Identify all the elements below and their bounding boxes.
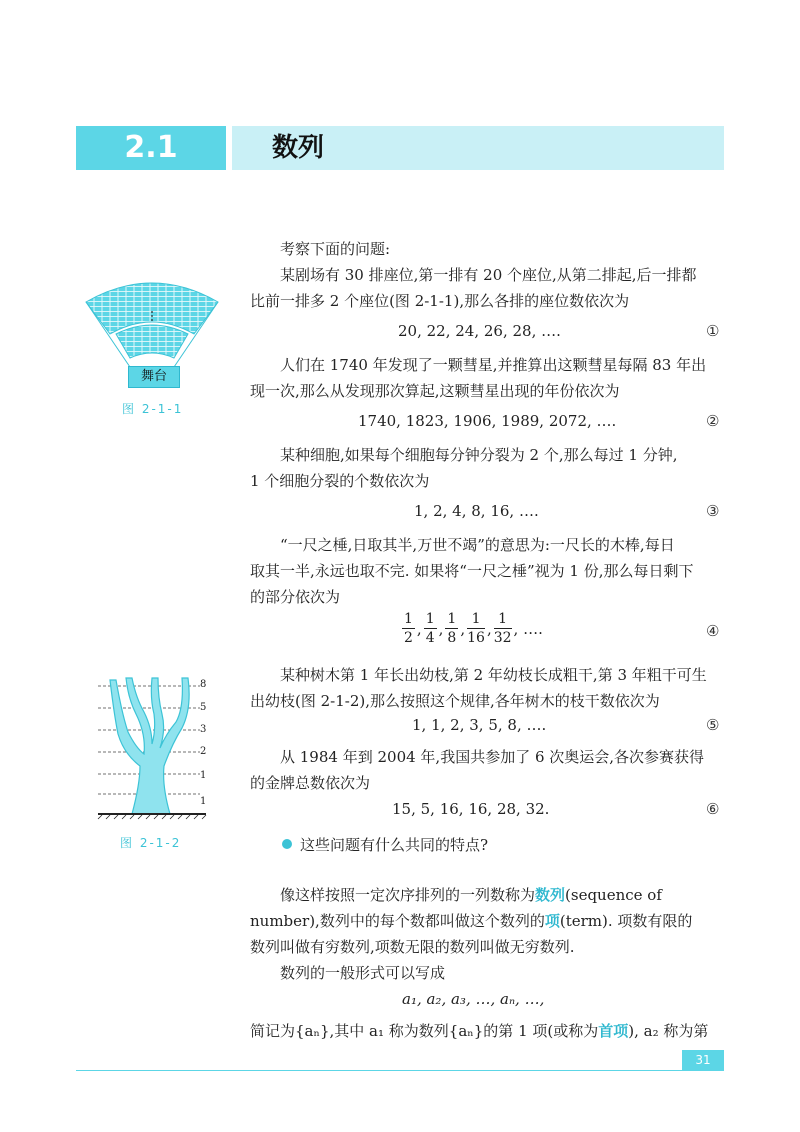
equation-number: ⑤ xyxy=(706,716,720,734)
definition-line: number),数列中的每个数都叫做这个数列的项(term). 项数有限的 xyxy=(250,912,693,930)
paragraph-text: 数列的一般形式可以写成 xyxy=(280,964,446,982)
paragraph-text: 某种细胞,如果每个细胞每分钟分裂为 2 个,那么每过 1 分钟, xyxy=(280,446,678,464)
paragraph-text: 某种树木第 1 年长出幼枝,第 2 年幼枝长成粗干,第 3 年粗干可生 xyxy=(280,666,707,684)
paragraph-text: 现一次,那么从发现那次算起,这颗彗星出现的年份依次为 xyxy=(250,382,620,400)
paragraph-text: 从 1984 年到 2004 年,我国共参加了 6 次奥运会,各次参赛获得 xyxy=(280,748,705,766)
sequence-formula: 20, 22, 24, 26, 28, …. xyxy=(398,322,561,340)
sequence-formula: 1, 1, 2, 3, 5, 8, …. xyxy=(412,716,547,734)
footer-rule xyxy=(76,1070,724,1071)
intro-text: 考察下面的问题: xyxy=(280,240,391,258)
tree-level-label: 8 xyxy=(200,679,207,690)
paragraph-text: 的金牌总数依次为 xyxy=(250,774,371,792)
sequence-tail: , …. xyxy=(513,619,543,638)
sequence-formula: 15, 5, 16, 16, 28, 32. xyxy=(392,800,550,818)
tree-level-label: 1 xyxy=(200,770,207,781)
general-form-formula: a₁, a₂, a₃, …, aₙ, …, xyxy=(402,990,545,1008)
equation-number: ④ xyxy=(706,622,720,640)
paragraph-text: 比前一排多 2 个座位(图 2-1-1),那么各排的座位数依次为 xyxy=(250,292,630,310)
paragraph-text: 的部分依次为 xyxy=(250,588,341,606)
section-title: 数列 xyxy=(272,133,325,163)
stage-label: 舞台 xyxy=(128,366,180,388)
page-number: 31 xyxy=(682,1050,724,1070)
paragraph-text: 出幼枝(图 2-1-2),那么按照这个规律,各年树木的枝干数依次为 xyxy=(250,692,660,710)
fraction: $\frac{1}{4}$ xyxy=(425,611,435,646)
sequence-formula: 1, 2, 4, 8, 16, …. xyxy=(414,502,539,520)
section-number: 2.1 xyxy=(76,126,226,170)
tree-level-label: 2 xyxy=(200,746,207,757)
fraction: $\frac{1}{2}$ xyxy=(404,611,413,646)
equation-number: ① xyxy=(706,322,720,340)
equation-number: ⑥ xyxy=(706,800,720,818)
paragraph-text: 简记为{aₙ},其中 a₁ 称为数列{aₙ}的第 1 项(或称为首项), a₂ 称为第 xyxy=(250,1022,709,1040)
equation-number: ② xyxy=(706,412,720,430)
tree-level-label: 5 xyxy=(200,702,207,713)
definition-line: 数列叫做有穷数列,项数无限的数列叫做无穷数列. xyxy=(250,938,575,956)
fraction: $\frac{1}{16}$ xyxy=(467,611,485,646)
term-highlight: 数列 xyxy=(535,886,566,904)
term-highlight: 首项 xyxy=(598,1022,629,1040)
paragraph-text: “一尺之棰,日取其半,万世不竭”的意思为:一尺长的木棒,每日 xyxy=(280,536,675,554)
tree-level-label: 3 xyxy=(200,724,207,735)
tree-level-label: 1 xyxy=(200,796,207,807)
bullet-icon xyxy=(282,839,292,849)
question-text: 这些问题有什么共同的特点? xyxy=(300,836,489,854)
paragraph-text: 1 个细胞分裂的个数依次为 xyxy=(250,472,430,490)
fraction: $\frac{1}{32}$ xyxy=(493,611,512,646)
fraction-sequence: $\frac{1}{2}$ , $\frac{1}{4}$ , $\frac{1}{8}$ , $\frac{1}{16}$ , $\frac{1}{32}$ , …. xyxy=(404,611,543,646)
paragraph-text: 人们在 1740 年发现了一颗彗星,并推算出这颗彗星每隔 83 年出 xyxy=(280,356,707,374)
term-highlight: 项 xyxy=(544,912,560,930)
equation-number: ③ xyxy=(706,502,720,520)
fraction: $\frac{1}{8}$ xyxy=(447,611,457,646)
paragraph-text: 取其一半,永远也取不完. 如果将“一尺之棰”视为 1 份,那么每日剩下 xyxy=(250,562,694,580)
paragraph-text: 某剧场有 30 排座位,第一排有 20 个座位,从第二排起,后一排都 xyxy=(280,266,697,284)
figure-caption-1: 图 2-1-1 xyxy=(122,402,184,416)
sequence-formula: 1740, 1823, 1906, 1989, 2072, …. xyxy=(358,412,617,430)
definition-line: 像这样按照一定次序排列的一列数称为数列(sequence of xyxy=(280,886,662,904)
figure-caption-2: 图 2-1-2 xyxy=(120,836,182,850)
